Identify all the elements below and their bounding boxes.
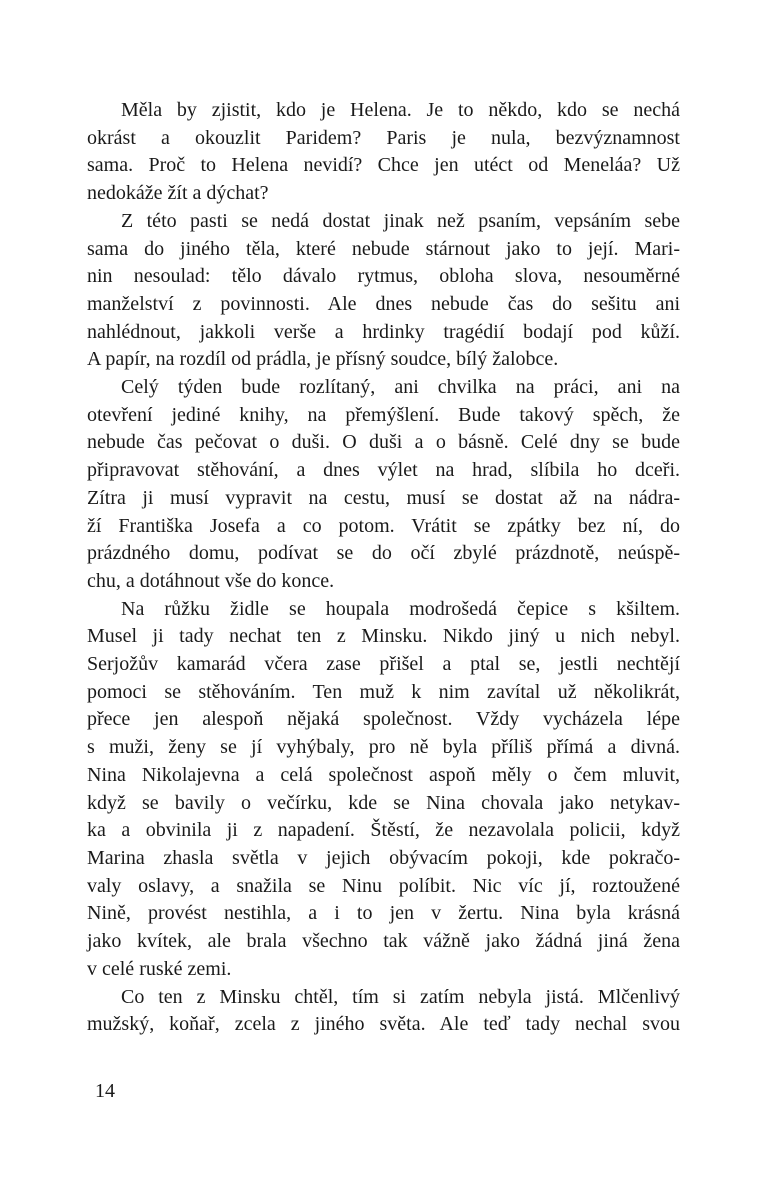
text-line: sama do jiného těla, které nebude stárnout jako to její. Mari- bbox=[87, 237, 680, 260]
text-line: pomoci se stěhováním. Ten muž k nim zavítal už několikrát, bbox=[87, 680, 680, 703]
text-line: Nině, provést nestihla, a i to jen v žertu. Nina byla krásná bbox=[87, 902, 680, 925]
text-line: Serjožův kamarád včera zase přišel a ptal se, jestli nechtějí bbox=[87, 653, 680, 676]
paragraph bbox=[87, 374, 680, 596]
text-line: Co ten z Minsku chtěl, tím si zatím nebyla jistá. Mlčenlivý bbox=[121, 985, 680, 1008]
text-line: Z této pasti se nedá dostat jinak než psaním, vepsáním sebe bbox=[121, 209, 680, 232]
text-line: přece jen alespoň nějaká společnost. Vždy vycházela lépe bbox=[87, 708, 680, 731]
paragraph bbox=[87, 208, 680, 374]
paragraph bbox=[87, 984, 680, 1039]
paragraph bbox=[87, 596, 680, 984]
text-line: nahlédnout, jakkoli verše a hrdinky tragédií bodají pod kůží. bbox=[87, 320, 680, 343]
text-line: sama. Proč to Helena nevidí? Chce jen utéct od Meneláa? Už bbox=[87, 154, 680, 177]
text-line: Nina Nikolajevna a celá společnost aspoň měly o čem mluvit, bbox=[87, 763, 680, 786]
text-line: s muži, ženy se jí vyhýbaly, pro ně byla příliš přímá a divná. bbox=[87, 736, 680, 759]
text-line: připravovat stěhování, a dnes výlet na hrad, slíbila ho dceři. bbox=[87, 459, 680, 482]
text-line: valy oslavy, a snažila se Ninu políbit. Nic víc jí, roztoužené bbox=[87, 874, 680, 897]
page-number: 14 bbox=[95, 1080, 115, 1102]
text-line: nebude čas pečovat o duši. O duši a o básně. Celé dny se bude bbox=[87, 431, 680, 454]
text-line: mužský, koňař, zcela z jiného světa. Ale teď tady nechal svou bbox=[87, 1013, 680, 1036]
text-line: manželství z povinnosti. Ale dnes nebude čas do sešitu ani bbox=[87, 292, 680, 315]
text-line: Zítra ji musí vypravit na cestu, musí se dostat až na nádra- bbox=[87, 486, 680, 509]
text-line: nin nesoulad: tělo dávalo rytmus, obloha slova, nesouměrné bbox=[87, 265, 680, 288]
text-line: ka a obvinila ji z napadení. Štěstí, že nezavolala policii, když bbox=[87, 819, 680, 842]
text-line: Měla by zjistit, kdo je Helena. Je to někdo, kdo se nechá bbox=[121, 99, 680, 121]
text-line: okrást a okouzlit Paridem? Paris je nula, bezvýznamnost bbox=[87, 126, 680, 149]
text-line: otevření jediné knihy, na přemýšlení. Bude takový spěch, že bbox=[87, 403, 680, 426]
text-line: Musel ji tady nechat ten z Minsku. Nikdo jiný u nich nebyl. bbox=[87, 625, 680, 648]
text-line: jako kvítek, ale brala všechno tak vážně jako žádná jiná žena bbox=[87, 930, 680, 953]
text-block bbox=[87, 97, 680, 1039]
text-line: chu, a dotáhnout vše do konce. bbox=[87, 569, 335, 592]
text-line: nedokáže žít a dýchat? bbox=[87, 182, 269, 205]
text-line: prázdného domu, podívat se do očí zbylé prázdnotě, neúspě- bbox=[87, 542, 680, 565]
text-line: v celé ruské zemi. bbox=[87, 957, 232, 980]
paragraph bbox=[87, 97, 680, 208]
text-line: Celý týden bude rozlítaný, ani chvilka na práci, ani na bbox=[121, 376, 680, 399]
text-line: Marina zhasla světla v jejich obývacím pokoji, kde pokračo- bbox=[87, 846, 680, 869]
text-line: ží Františka Josefa a co potom. Vrátit se zpátky bez ní, do bbox=[87, 514, 680, 537]
text-line: Na růžku židle se houpala modrošedá čepice s kšiltem. bbox=[121, 597, 680, 620]
text-line: když se bavily o večírku, kde se Nina chovala jako netykav- bbox=[87, 791, 680, 814]
text-line: A papír, na rozdíl od prádla, je přísný soudce, bílý žalobce. bbox=[87, 348, 559, 371]
